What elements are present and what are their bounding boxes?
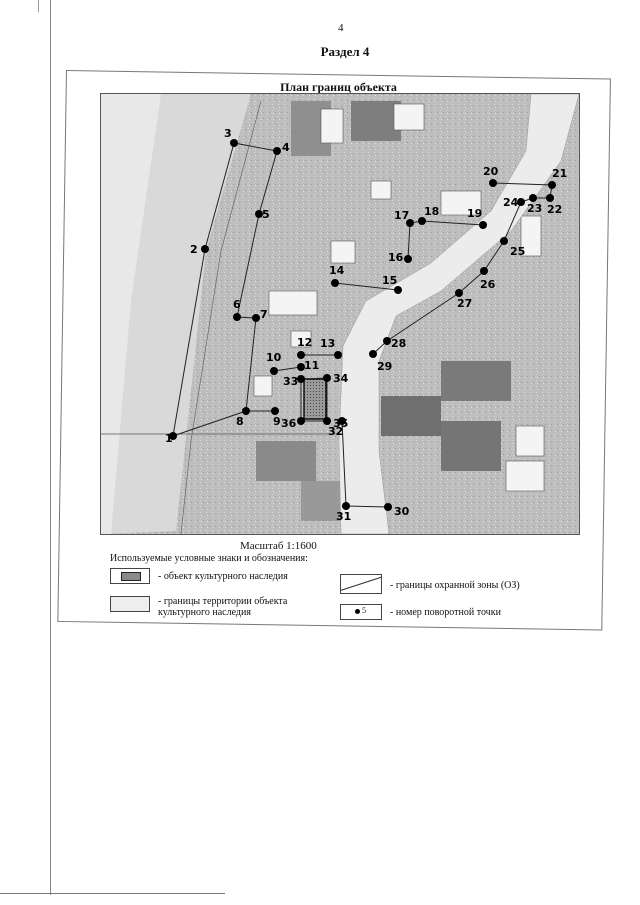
legend-point-label: - номер поворотной точки xyxy=(390,607,501,618)
legend-object-swatch xyxy=(110,568,150,584)
turning-point-label: 17 xyxy=(394,209,410,222)
turning-point-label: 36 xyxy=(281,417,297,430)
turning-point-23 xyxy=(529,194,537,202)
turning-point-label: 33 xyxy=(283,375,299,388)
turning-point-31 xyxy=(342,502,350,510)
turning-point-18 xyxy=(418,217,426,225)
turning-point-label: 35 xyxy=(333,417,349,430)
legend-point-swatch: 5 xyxy=(340,604,382,620)
footer-line xyxy=(0,893,225,894)
turning-point-label: 6 xyxy=(233,298,241,311)
turning-point-label: 1 xyxy=(165,432,173,445)
turning-point-15 xyxy=(394,286,402,294)
turning-point-label: 12 xyxy=(297,336,313,349)
turning-point-26 xyxy=(480,267,488,275)
turning-point-28 xyxy=(383,337,391,345)
turning-point-8 xyxy=(242,407,250,415)
turning-point-label: 29 xyxy=(377,360,393,373)
turning-point-label: 30 xyxy=(394,505,410,518)
legend-object-label: - объект культурного наследия xyxy=(158,571,288,582)
turning-point-20 xyxy=(489,179,497,187)
turning-point-label: 11 xyxy=(304,359,320,372)
turning-point-35 xyxy=(323,417,331,425)
legend-heading: Используемые условные знаки и обозначения: xyxy=(110,553,308,564)
heritage-object xyxy=(304,379,326,419)
map-area[interactable] xyxy=(100,93,580,535)
turning-point-label: 26 xyxy=(480,278,496,291)
turning-point-label: 15 xyxy=(382,274,398,287)
turning-point-label: 10 xyxy=(266,351,282,364)
turning-point-22 xyxy=(546,194,554,202)
turning-point-21 xyxy=(548,181,556,189)
turning-point-label: 28 xyxy=(391,337,407,350)
turning-point-19 xyxy=(479,221,487,229)
turning-point-label: 13 xyxy=(320,337,336,350)
turning-point-4 xyxy=(273,147,281,155)
turning-point-label: 2 xyxy=(190,243,198,256)
turning-point-label: 7 xyxy=(260,308,268,321)
turning-point-2 xyxy=(201,245,209,253)
turning-point-label: 4 xyxy=(282,141,290,154)
turning-point-34 xyxy=(323,374,331,382)
boundary-map xyxy=(101,94,579,534)
legend-zone-label: - границы охранной зоны (ОЗ) xyxy=(390,580,520,591)
turning-point-36 xyxy=(297,417,305,425)
turning-point-9 xyxy=(271,407,279,415)
legend-zone-swatch xyxy=(340,574,382,594)
turning-point-label: 23 xyxy=(527,202,543,215)
turning-point-label: 3 xyxy=(224,127,232,140)
legend-territory-label: - границы территории объекта культурного наследия xyxy=(158,596,288,618)
turning-point-7 xyxy=(252,314,260,322)
margin-line xyxy=(50,0,51,895)
turning-point-6 xyxy=(233,313,241,321)
turning-point-label: 5 xyxy=(262,208,270,221)
section-title: Раздел 4 xyxy=(320,44,370,59)
turning-point-30 xyxy=(384,503,392,511)
legend-territory-swatch xyxy=(110,596,150,612)
turning-point-label: 19 xyxy=(467,207,483,220)
turning-point-25 xyxy=(500,237,508,245)
turning-point-label: 34 xyxy=(333,372,349,385)
turning-point-label: 8 xyxy=(236,415,244,428)
page-number: 4 xyxy=(338,22,344,34)
turning-point-label: 18 xyxy=(424,205,440,218)
turning-point-label: 14 xyxy=(329,264,345,277)
turning-point-14 xyxy=(331,279,339,287)
turning-point-10 xyxy=(270,367,278,375)
turning-point-label: 32 xyxy=(328,425,344,438)
turning-point-27 xyxy=(455,289,463,297)
turning-point-label: 25 xyxy=(510,245,526,258)
map-scale: Масштаб 1:1600 xyxy=(240,540,317,552)
turning-point-label: 21 xyxy=(552,167,568,180)
turning-point-label: 16 xyxy=(388,251,404,264)
turning-point-29 xyxy=(369,350,377,358)
turning-point-label: 24 xyxy=(503,196,519,209)
turning-point-12 xyxy=(297,351,305,359)
margin-tick xyxy=(38,0,49,12)
turning-point-13 xyxy=(334,351,342,359)
turning-point-label: 20 xyxy=(483,165,499,178)
turning-point-label: 9 xyxy=(273,415,281,428)
turning-point-16 xyxy=(404,255,412,263)
map-title: План границ объекта xyxy=(280,80,397,94)
turning-point-label: 27 xyxy=(457,297,473,310)
turning-point-3 xyxy=(230,139,238,147)
turning-point-label: 31 xyxy=(336,510,352,523)
turning-point-label: 22 xyxy=(547,203,563,216)
